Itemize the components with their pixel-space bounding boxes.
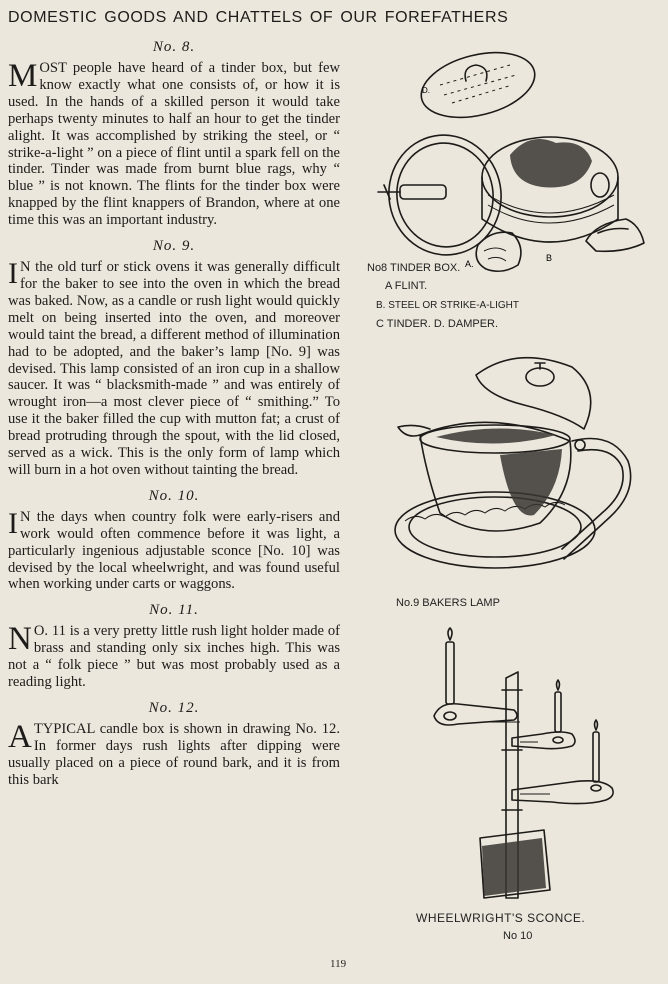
drop-cap: I <box>8 506 18 540</box>
section-no-10 <box>8 487 340 594</box>
sconce-number: No 10 <box>503 930 533 942</box>
drop-cap: M <box>8 58 38 94</box>
figure-letter: A. <box>465 259 474 269</box>
section-no-12 <box>8 699 340 789</box>
section-heading: No. 12. <box>148 700 200 716</box>
paragraph-text: TYPICAL candle box is shown in drawing No. 12. In former days rush lights after dipping were usually placed on a piece of round bark, and it is from this bark <box>8 721 340 788</box>
section-heading: No. 11. <box>149 602 199 619</box>
figure-letter: B <box>546 253 553 263</box>
tinder-box-illustration <box>360 45 660 275</box>
section-heading: No. 9. <box>152 238 196 255</box>
page-number: 119 <box>330 958 347 970</box>
section-paragraph <box>8 721 340 789</box>
section-paragraph <box>8 60 340 229</box>
page-title: DOMESTIC GOODS AND CHATTELS OF OUR FOREFATHERS <box>8 9 509 26</box>
drop-cap: I <box>8 257 18 291</box>
figure-letter: D. <box>422 86 430 95</box>
tinder-box-caption-title: No8 TINDER BOX. <box>367 262 461 274</box>
section-no-9 <box>8 237 340 479</box>
section-paragraph <box>8 259 340 479</box>
paragraph-text: N the old turf or stick ovens it was generally difficult for the baker to see into the oven in which the bread was baked. Now, as a candle or rush light would quickly melt on being inserted into the oven, and moreover would taint the bread, a different method of illumination had to be adopted, and the baker’s lamp [No. 9] was devised. This lamp consisted of an iron cup in a shallow saucer. It was “ blacksmith-made ” and was entirely of wrought iron—a most clever piece of “ smithing.” To use it the baker filled the cup with mutton fat; a crust of bread protruding through the spout, with the lid closed, served as a wick. This is the only form of lamp which will burn in a hot oven without tainting the bread. <box>8 259 340 478</box>
bakers-lamp-illustration <box>390 345 645 590</box>
section-paragraph <box>8 623 340 691</box>
drop-cap: N <box>8 621 32 658</box>
tinder-box-caption-flint: A FLINT. <box>385 280 428 292</box>
article-column <box>8 38 340 797</box>
bakers-lamp-caption: No.9 BAKERS LAMP <box>396 597 500 609</box>
section-heading: No. 8. <box>152 39 196 55</box>
section-paragraph <box>8 506 340 594</box>
section-no-11 <box>8 601 340 691</box>
sconce-caption: WHEELWRIGHT'S SCONCE. <box>416 911 586 925</box>
paragraph-text: OST people have heard of a tinder box, but few know exactly what one consists of, or how it is used. In the hands of a skilled person it would take perhaps twenty minutes to half an hour to get the tinder alight. It was accomplished by striking the steel, or “ strike-a-light ” on a piece of flint until a spark fell on the tinder. Tinder was made from burnt blue rags, why “ blue ” is not known. The flints for the tinder box were knapped by the flint knappers of Brandon, where at one time this was an important industry. <box>8 60 340 229</box>
paragraph-text: O. 11 is a very pretty little rush light holder made of brass and standing only six inches high. This was not a “ folk piece ” but was most probably used as a reading light. <box>8 623 340 691</box>
section-heading: No. 10. <box>148 487 200 504</box>
tinder-box-caption-tinder: C TINDER. D. DAMPER. <box>376 318 499 330</box>
sconce-illustration <box>420 630 620 910</box>
drop-cap: A <box>8 719 32 755</box>
paragraph-text: N the days when country folk were early-risers and work would often commence before it was light, a particularly ingenious adjustable sconce [No. 10] was devised by the local wheelwright, and was found useful when working under carts or waggons. <box>8 508 340 593</box>
section-no-8 <box>8 38 340 229</box>
tinder-box-caption-steel: B. STEEL OR STRIKE-A-LIGHT <box>376 300 519 311</box>
